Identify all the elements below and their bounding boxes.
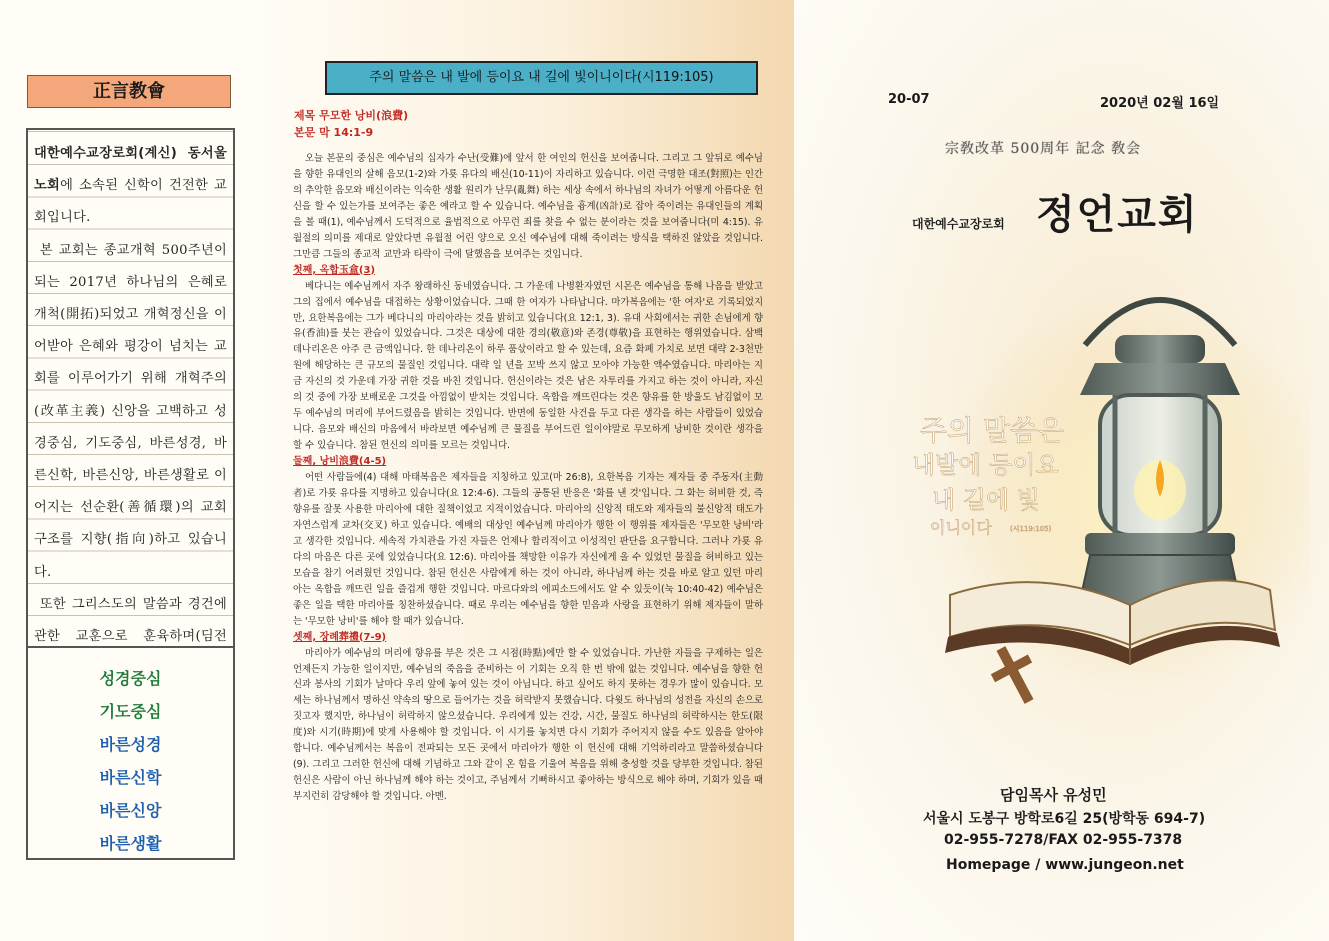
motto-item: 바른신앙	[99, 801, 162, 820]
left-panel	[0, 0, 262, 941]
sermon-passage: 본문 막 14:1-9	[294, 126, 374, 139]
church-intro-box	[26, 128, 235, 648]
intro-paragraph-3: 또한 그리스도의 말씀과 경건에 관한 교훈으로 훈육하며(딤전	[34, 596, 227, 645]
section-heading: 둘째, 낭비浪費(4-5)	[293, 456, 387, 468]
section-text: 마리아가 예수님의 머리에 향유를 부은 것은 그 시점(時點)에만 할 수 있었습니다. 가난한 자들을 구제하는 일은 언제든지 가능한 일이지만, 예수님의 죽음을 준비하는 이 기회는 오직 한 번 밖에 없는 것입니다. 예수님을 향한 헌신과 봉사의 기회가 날마다 우리 앞에 놓여 있는 것이 아닙니다. 하고 싶어도 하지 못하는 경우가 많이 있습니다. 모세는 하나님께서 명하신 약속의 땅으로 들어가는 것을 허락받지 못했습니다. 다윗도 하나님의 성전을 자신의 손으로 짓고자 했지만, 하나님이 허락하지 않으셨습니다. 우리에게 있는 건강, 시간, 물질도 하나님의 허락하시는 한도(限度)와 시기(時期)에 맞게 사용해야 할 것입니다. 이 시기를 놓치면 다시 기회가 주어지지 않을 수도 있음을 알아야 합니다. 예수님께서는 복음이 전파되는 모든 곳에서 마리아가 행한 이 헌신에 대해 기억하리라고 말씀하셨습니다(9). 그리고 그러한 헌신에 대해 기념하고 그와 같이 온 힘을 기울여 복음을 위해 충성할 것을 당부한 것입니다. 참된 헌신은 사람이 아닌 하나님께 해야 하는 것이고, 주님께서 기뻐하시고 좋아하는 방식으로 해야 하며, 기회가 있을 때 부지런히 감당해야 할 것입니다. 아멘.	[293, 647, 763, 803]
church-intro-text	[28, 130, 233, 648]
lantern-bible-illustration	[890, 265, 1310, 725]
section-heading: 셋째, 장례葬禮(7-9)	[293, 631, 387, 643]
art-verse-line: 주의 말씀은	[920, 414, 1065, 447]
section-text: 베다니는 예수님께서 자주 왕래하신 동네였습니다. 그 가운데 나병환자였던 시몬은 예수님을 통해 나음을 받았고 그의 집에서 예수님을 대접하는 상황이었습니다. 그때 한 여자가 나타납니다. 마가복음에는 '한 여자'로 기록되었지만, 요한복음에는 그가 베다니의 마리아라는 것을 밝히고 있습니다(요 12:1, 3). 유대 사회에서는 귀한 손님에게 향유(香油)를 붓는 관습이 있었습니다. 그것은 대상에 대한 경의(敬意)와 존경(尊敬)을 표현하는 행위였습니다. 삼백 데나리온은 아주 큰 금액입니다. 한 데나리온이 하루 품삯이라고 할 수 있는데, 요즘 화폐 가치로 보면 대략 2-3천만 원에 해당하는 큰 규모의 물질인 것입니다. 대략 일 년을 꼬박 쓰지 않고 모아야 가능한 액수였습니다. 마리아는 지금 자신의 것 가운데 가장 귀한 것을 바친 것입니다. 헌신이라는 것은 남은 자투리를 가지고 하는 것이 아니라, 자신의 것 중에 가장 보배로운 그것을 아낌없이 받치는 것입니다. 옥합을 깨뜨린다는 것은 향유를 한 방울도 남김없이 모두 예수님의 머리에 부어드렸음을 밝히는 것입니다. 반면에 동일한 사건을 두고 다른 생각을 하는 사람들이 있었습니다. 음모와 배신의 마음에서 바라보면 예수님께 큰 물질을 부어드린 일이야말로 무모하게 낭비한 것이란 생각을 할 수 있습니다. 참된 헌신의 의미를 모르는 것입니다.	[293, 280, 763, 452]
sermon-intro: 오늘 본문의 중심은 예수님의 십자가 수난(受難)에 앞서 한 여인의 헌신을 보여줍니다. 그리고 그 앞뒤로 예수님을 향한 유대인의 살해 음모(1-2)와 가룟 유다의 배신(10-11)이 자리하고 있습니다. 이런 극명한 대조(對照)는 인간의 추악한 음모와 배신이라는 익숙한 생활 원리가 난무(亂舞) 하는 세상 속에서 하나님의 자녀가 어떻게 아름다운 헌신을 할 수 있는가를 보여주는 좋은 예라고 할 수 있습니다. 예수님을 흉계(凶計)로 잡아 죽이려는 유대인들의 계획을 볼 때(1), 예수님께서 도덕적으로 율법적으로 아무런 죄를 찾을 수 없는 분이라는 것을 보여줍니다(미 4:15). 유월절의 의미를 제대로 알았다면 유월절 어린 양으로 오신 예수님에 대해 죽이려는 방식을 택하진 않았을 것입니다. 그만큼 그들의 종교적 교만과 타락이 극에 달했음을 보여주는 것입니다.	[293, 153, 763, 260]
intro-paragraph-1: 에 소속된 신학이 건전한 교회입니다.	[34, 178, 227, 226]
issue-number: 20-07	[888, 92, 930, 107]
intro-paragraph-2: 본 교회는 종교개혁 500주년이 되는 2017년 하나님의 은혜로 개척(開拓)되었고 개혁정신을 이어받아 은혜와 평강이 넘치는 교회를 이루어가기 위해 개혁주의(改革主義) 신앙을 고백하고 성경중심, 기도중심, 바른성경, 바른신학, 바른신앙, 바른생활로 이어지는 선순환(善循環)의 교회 구조를 지향(指向)하고 있습니다.	[34, 242, 227, 580]
art-verse-line: 내발에 등이요	[912, 451, 1059, 479]
issue-date: 2020년 02월 16일	[1100, 96, 1220, 111]
motto-item: 바른생활	[99, 834, 162, 853]
sermon-body	[293, 151, 763, 931]
art-verse-line: 내 길에 빛	[932, 486, 1040, 514]
church-name-tab: 正言教會	[27, 75, 231, 108]
scripture-banner: 주의 말씀은 내 발에 등이요 내 길에 빛이니이다(시119:105)	[325, 61, 758, 95]
section-text: 어떤 사람들에(4) 대해 마태복음은 제자들을 지칭하고 있고(마 26:8), 요한복음 기자는 제자들 중 주동자(主動者)로 가룟 유다를 지명하고 있습니다(요 12:4-6). 그들의 공통된 반응은 '화를 낸 것'입니다. 그 화는 허비한 것, 즉 향유를 잘못 사용한 마리아에 대한 질책이었고 지적이었습니다. 마리아의 신앙적 태도와 제자들의 불신앙적 태도가 자연스럽게 교차(交叉) 하고 있습니다. 예배의 대상인 예수님께 마리아가 행한 이 행위를 제자들은 '무모한 낭비'라고 생각한 것입니다. 세속적 가치관을 가진 자들은 언제나 합리적이고 이성적인 판단을 요구합니다. 그러나 가룟 유다의 마음은 다른 곳에 있었습니다(요 12:6). 마리아를 책망한 이유가 자신에게 올 수 있었던 물질을 허비하고 있는 모습을 참기 어려웠던 것입니다. 참된 헌신은 사람에게 하는 것이 아니라, 하나님께 하는 것을 바로 알고 있던 마리아는 옥합을 깨뜨린 일을 즐겁게 행한 것입니다. 마르다와의 에피소드에서도 알 수 있듯이(눅 10:40-42) 예수님은 좋은 일을 택한 마리아를 칭찬하셨습니다. 때로 우리는 예수님을 향한 믿음과 사랑을 표현하기 위해 제자들이 말하는 '무모한 낭비'를 해야 할 때가 있습니다.	[293, 472, 763, 627]
anniversary-line: 宗敎改革 500周年 記念 敎会	[945, 141, 1142, 157]
section-heading: 첫째, 옥합玉盒(3)	[293, 264, 376, 276]
art-verse-ref: (시119:105)	[1010, 525, 1052, 533]
denomination-label: 대한예수교장로회	[912, 217, 1005, 231]
homepage: Homepage / www.jungeon.net	[946, 857, 1184, 873]
art-verse-line: 이니이다	[930, 518, 992, 537]
pastor-name: 담임목사 유성민	[1000, 786, 1107, 804]
church-title: 정언교회	[1036, 192, 1199, 238]
sermon-header	[294, 107, 408, 141]
phone-fax: 02-955-7278/FAX 02-955-7378	[944, 832, 1183, 848]
motto-item: 성경중심	[99, 669, 162, 688]
motto-item: 바른성경	[99, 735, 162, 754]
sermon-title: 제목 무모한 낭비(浪費)	[294, 109, 409, 122]
church-address: 서울시 도봉구 방학로6길 25(방학동 694-7)	[923, 811, 1206, 827]
intro-lead: 대한예수교장로회(계신) 동서울 노회	[34, 146, 227, 194]
motto-item: 바른신학	[99, 768, 162, 787]
motto-item: 기도중심	[99, 702, 162, 721]
motto-box	[26, 648, 235, 860]
